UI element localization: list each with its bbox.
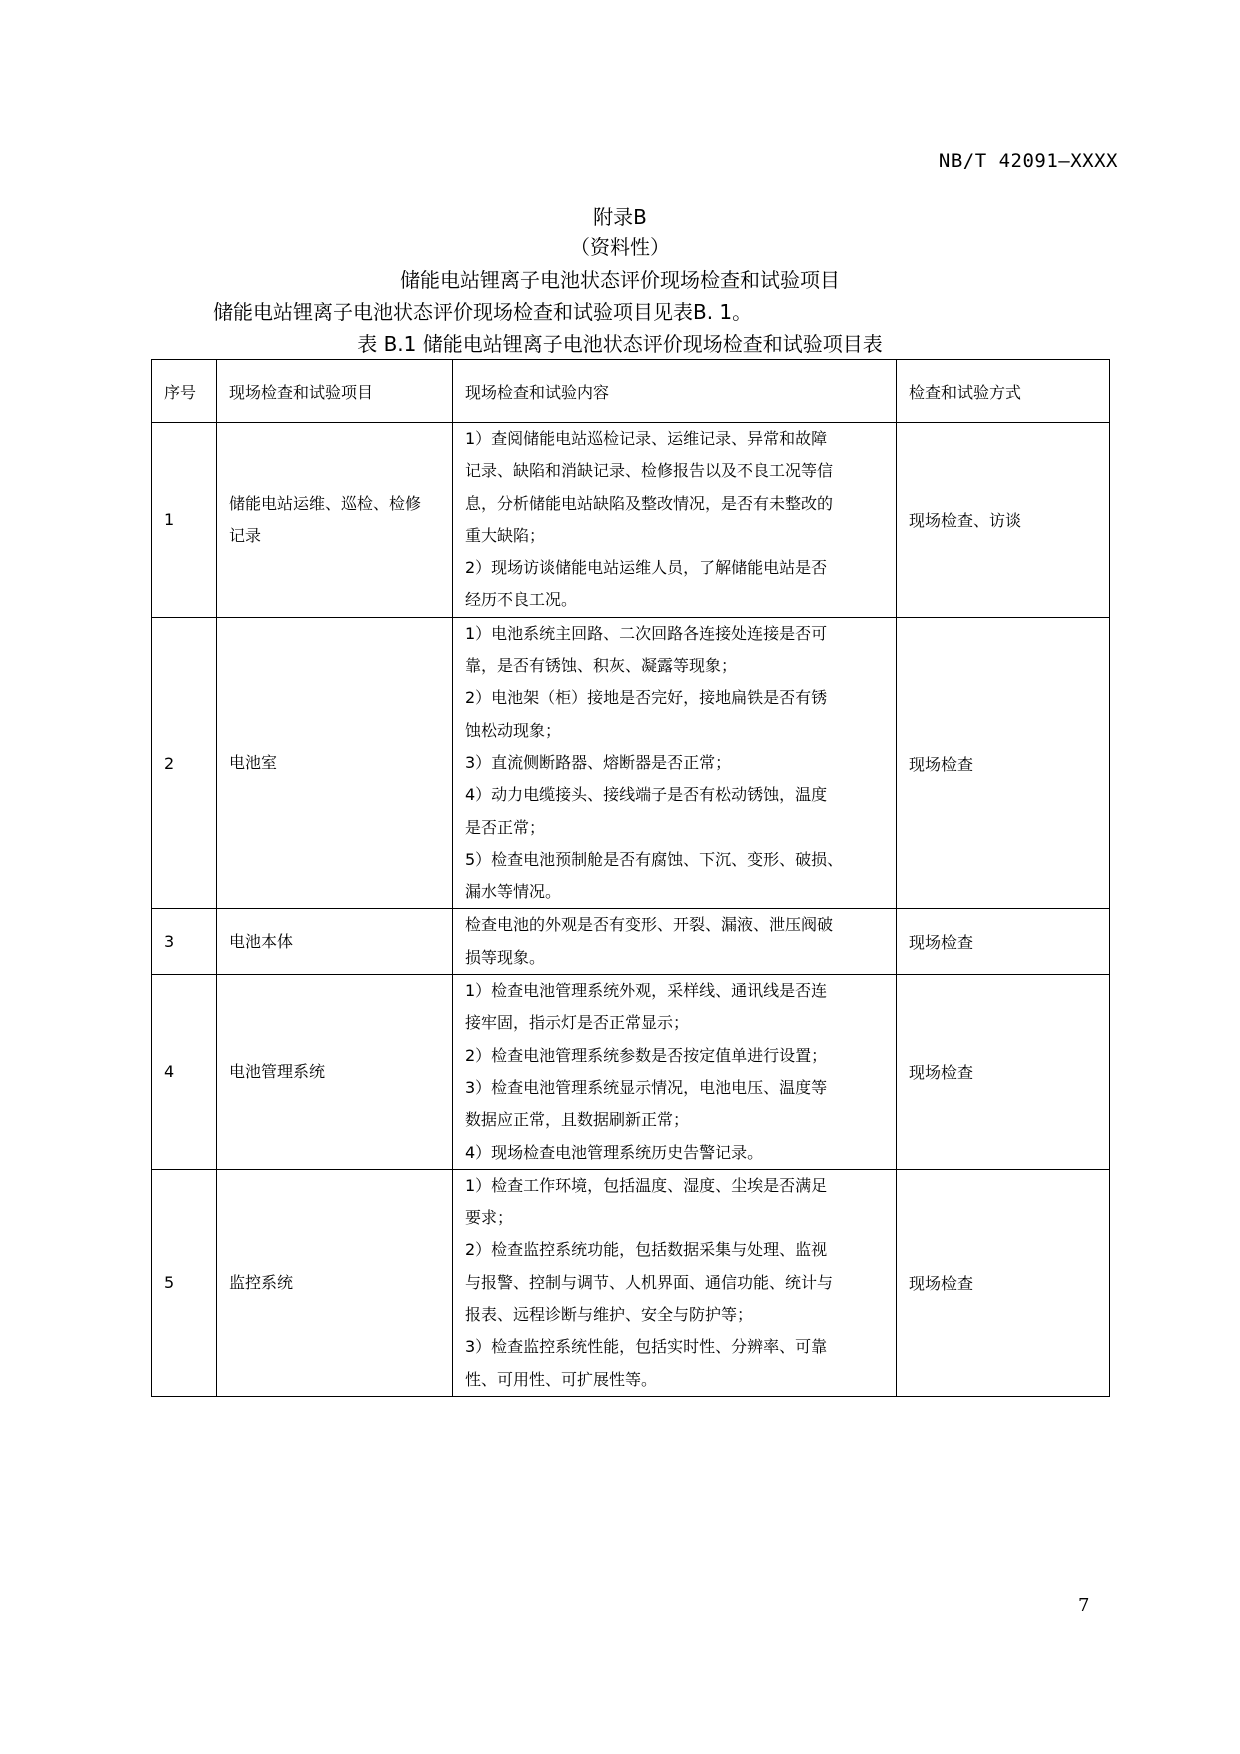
content-line: 经历不良工况。 bbox=[465, 590, 578, 610]
content-line: 3）检查监控系统性能，包括实时性、分辨率、可靠 bbox=[465, 1337, 828, 1357]
content-line: 1）电池系统主回路、二次回路各连接处连接是否可 bbox=[465, 623, 828, 643]
header-num: 序号 bbox=[152, 360, 217, 423]
row-item bbox=[217, 909, 453, 975]
header-content: 现场检查和试验内容 bbox=[453, 360, 897, 423]
row-item bbox=[217, 617, 453, 909]
row-num: 5 bbox=[152, 1169, 217, 1396]
row-num: 1 bbox=[152, 423, 217, 618]
table-row bbox=[152, 1169, 1110, 1396]
appendix-label: 附录B bbox=[593, 205, 647, 229]
appendix-nature: （资料性） bbox=[570, 235, 670, 259]
item-line: 监控系统 bbox=[229, 1272, 294, 1292]
row-content bbox=[453, 909, 897, 975]
intro-paragraph: 储能电站锂离子电池状态评价现场检查和试验项目见表B. 1。 bbox=[213, 300, 753, 324]
content-line: 靠，是否有锈蚀、积灰、凝露等现象； bbox=[465, 656, 738, 676]
content-line: 蚀松动现象； bbox=[465, 720, 562, 740]
item-line: 记录 bbox=[229, 525, 262, 545]
row-num: 4 bbox=[152, 975, 217, 1170]
row-num: 3 bbox=[152, 909, 217, 975]
content-line: 2）检查监控系统功能，包括数据采集与处理、监视 bbox=[465, 1240, 828, 1260]
row-item bbox=[217, 975, 453, 1170]
row-num: 2 bbox=[152, 617, 217, 909]
content-line: 2）电池架（柜）接地是否完好，接地扁铁是否有锈 bbox=[465, 688, 828, 708]
table-row bbox=[152, 423, 1110, 618]
table-row bbox=[152, 909, 1110, 975]
header-item: 现场检查和试验项目 bbox=[217, 360, 453, 423]
content-line: 记录、缺陷和消缺记录、检修报告以及不良工况等信 bbox=[465, 461, 834, 481]
table-header-row bbox=[152, 360, 1110, 423]
content-line: 数据应正常，且数据刷新正常； bbox=[465, 1110, 690, 1130]
content-line: 1）检查电池管理系统外观，采样线、通讯线是否连 bbox=[465, 981, 828, 1001]
table-caption: 表 B.1 储能电站锂离子电池状态评价现场检查和试验项目表 bbox=[357, 332, 883, 356]
content-line: 2）检查电池管理系统参数是否按定值单进行设置； bbox=[465, 1045, 828, 1065]
content-line: 与报警、控制与调节、人机界面、通信功能、统计与 bbox=[465, 1272, 834, 1292]
row-content bbox=[453, 1169, 897, 1396]
standard-code: NB/T 42091—XXXX bbox=[938, 150, 1118, 172]
content-line: 1）检查工作环境，包括温度、湿度、尘埃是否满足 bbox=[465, 1175, 828, 1195]
item-line: 电池本体 bbox=[229, 931, 294, 951]
inspection-table bbox=[151, 359, 1110, 1397]
row-method: 现场检查 bbox=[897, 1169, 1110, 1396]
row-content bbox=[453, 423, 897, 618]
content-line: 报表、远程诊断与维护、安全与防护等； bbox=[465, 1305, 754, 1325]
content-line: 重大缺陷； bbox=[465, 525, 546, 545]
content-line: 5）检查电池预制舱是否有腐蚀、下沉、变形、破损、 bbox=[465, 849, 844, 869]
row-method: 现场检查 bbox=[897, 975, 1110, 1170]
content-line: 检查电池的外观是否有变形、开裂、漏液、泄压阀破 bbox=[465, 915, 834, 935]
row-method: 现场检查 bbox=[897, 617, 1110, 909]
appendix-title: 储能电站锂离子电池状态评价现场检查和试验项目 bbox=[400, 268, 840, 292]
item-line: 储能电站运维、巡检、检修 bbox=[229, 493, 422, 513]
table-row bbox=[152, 975, 1110, 1170]
row-item bbox=[217, 423, 453, 618]
header-method: 检查和试验方式 bbox=[897, 360, 1110, 423]
row-content bbox=[453, 975, 897, 1170]
content-line: 4）现场检查电池管理系统历史告警记录。 bbox=[465, 1142, 764, 1162]
content-line: 息，分析储能电站缺陷及整改情况，是否有未整改的 bbox=[465, 493, 834, 513]
row-method: 现场检查 bbox=[897, 909, 1110, 975]
content-line: 3）检查电池管理系统显示情况，电池电压、温度等 bbox=[465, 1077, 828, 1097]
content-line: 接牢固，指示灯是否正常显示； bbox=[465, 1013, 690, 1033]
content-line: 2）现场访谈储能电站运维人员，了解储能电站是否 bbox=[465, 558, 828, 578]
item-line: 电池管理系统 bbox=[229, 1061, 326, 1081]
content-line: 性、可用性、可扩展性等。 bbox=[465, 1369, 658, 1389]
item-line: 电池室 bbox=[229, 752, 278, 772]
row-method: 现场检查、访谈 bbox=[897, 423, 1110, 618]
row-item bbox=[217, 1169, 453, 1396]
content-line: 是否正常； bbox=[465, 817, 546, 837]
content-line: 要求； bbox=[465, 1208, 514, 1228]
content-line: 漏水等情况。 bbox=[465, 882, 562, 902]
content-line: 损等现象。 bbox=[465, 947, 546, 967]
content-line: 1）查阅储能电站巡检记录、运维记录、异常和故障 bbox=[465, 429, 828, 448]
content-line: 3）直流侧断路器、熔断器是否正常； bbox=[465, 752, 732, 772]
table-row bbox=[152, 617, 1110, 909]
page-number: 7 bbox=[1078, 1595, 1090, 1616]
row-content bbox=[453, 617, 897, 909]
content-line: 4）动力电缆接头、接线端子是否有松动锈蚀，温度 bbox=[465, 785, 828, 805]
